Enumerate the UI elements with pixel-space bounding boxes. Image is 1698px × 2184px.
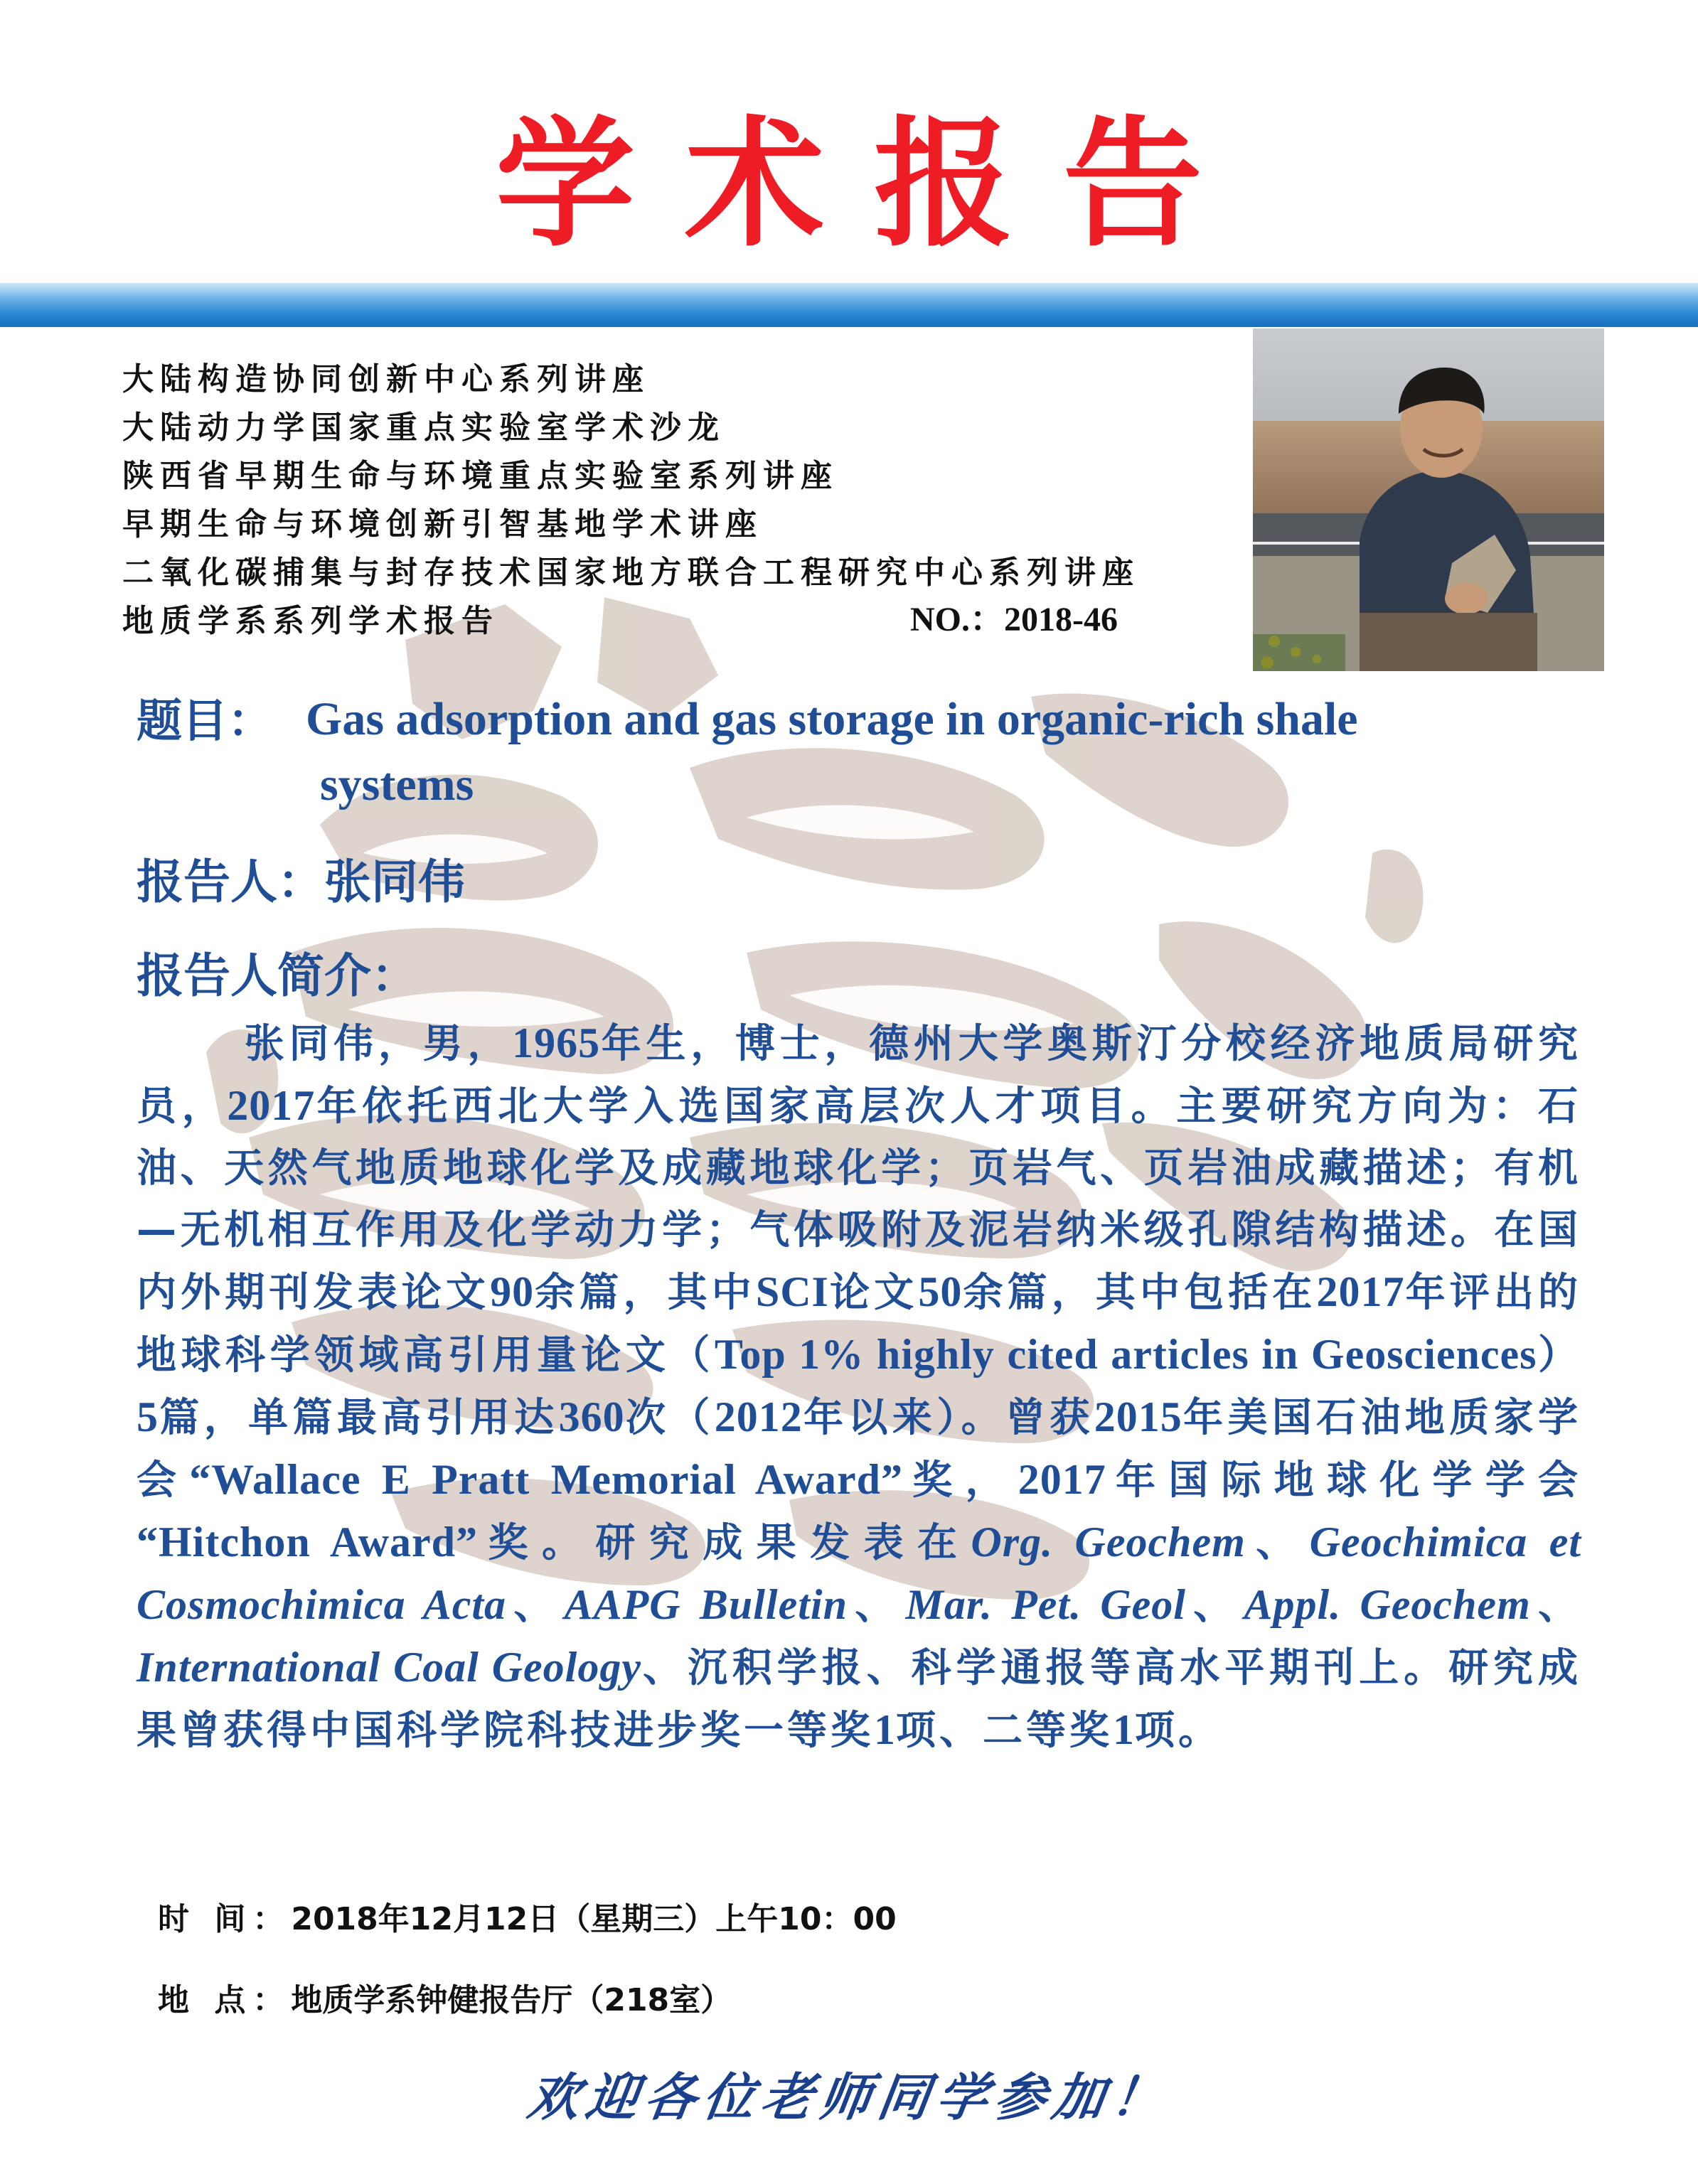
bio-separator: 、 <box>1185 1583 1244 1629</box>
bio-text: 2017 <box>227 1082 316 1129</box>
bio-text: 次（ <box>624 1395 715 1441</box>
bio-text: 2015 <box>1094 1393 1182 1440</box>
bio-heading: 报告人简介： <box>137 948 418 1003</box>
bio-text: 余篇，其中包括在 <box>962 1270 1317 1316</box>
bio-text: 论文 <box>828 1270 919 1316</box>
bio-text: 年依托西北大学入选国家高层次人才项目。主要研究方向为：石油、天然气地质地球化学及成藏地球化学；页岩气、页岩油成藏描述；有机—无机相互作用及化学动力学；气体吸附及泥岩纳米级孔隙结构描述。在国内外期刊发表论文 <box>137 1083 1582 1316</box>
topic-label: 题目： <box>137 695 273 748</box>
place-label: 地 点： <box>158 1982 292 2018</box>
event-time <box>158 1897 897 1942</box>
bio-text: 年国际地球化学学会 <box>1106 1457 1582 1504</box>
journal-name: Org. Geochem <box>971 1519 1246 1565</box>
bio-text: “Hitchon Award” <box>137 1519 479 1565</box>
series-line: 大陆构造协同创新中心系列讲座 <box>122 361 650 397</box>
place-value: 地质学系钟健报告厅（218室） <box>291 1982 732 2018</box>
journal-name: Appl. Geochem <box>1244 1581 1531 1628</box>
bio-text: 奖， <box>902 1457 1018 1504</box>
speaker-bio <box>137 1012 1581 1762</box>
bio-text: 项。 <box>1135 1708 1222 1754</box>
event-place <box>158 1978 732 2023</box>
bio-text: 奖。研究成果发表在 <box>478 1520 971 1566</box>
journal-name: Geochimica et Cosmochimica Acta <box>137 1519 1582 1628</box>
journal-name: International Coal Geology <box>137 1644 641 1691</box>
journal-name: AAPG Bulletin <box>564 1581 848 1628</box>
series-line: 大陆动力学国家重点实验室学术沙龙 <box>122 410 725 446</box>
bio-text: 年生，博士，德州大学奥斯汀分校经济地质局研究员， <box>137 1021 1582 1130</box>
topic-title-line-1: Gas adsorption and gas storage in organic-rich shale <box>306 693 1358 745</box>
welcome-message: 欢迎各位老师同学参加！ <box>524 2067 1174 2127</box>
bio-text: 年美国石油地质家学会 <box>137 1395 1582 1504</box>
series-line: 地质学系系列学术报告 <box>122 603 499 639</box>
bio-text: SCI <box>755 1268 829 1315</box>
bio-text: 年评出的地球科学领域高引用量论文（ <box>137 1270 1582 1379</box>
speaker-name: 报告人：张同伟 <box>137 855 465 909</box>
bio-text: 余篇，其中 <box>534 1270 756 1316</box>
bio-text: 90 <box>490 1268 535 1315</box>
bio-text: 篇，单篇最高引用达 <box>159 1395 559 1441</box>
bio-text: 项、二等奖 <box>896 1708 1113 1754</box>
bio-text: 1 <box>874 1706 896 1753</box>
report-number: NO.：2018-46 <box>910 601 1118 638</box>
topic-title <box>306 687 1600 818</box>
bio-text: 张同伟，男， <box>243 1021 513 1067</box>
bio-text: Top 1% highly cited articles in Geosciences <box>714 1331 1537 1378</box>
bio-separator: 、 <box>847 1583 906 1629</box>
topic-title-line-2: systems <box>320 759 474 810</box>
time-value: 2018年12月12日（星期三）上午10：00 <box>291 1901 897 1937</box>
bio-text: 1965 <box>512 1019 601 1066</box>
bio-text: 50 <box>918 1268 963 1315</box>
series-line: 二氧化碳捕集与封存技术国家地方联合工程研究中心系列讲座 <box>122 555 1140 591</box>
series-line: 早期生命与环境创新引智基地学术讲座 <box>122 506 763 542</box>
bio-text: 2012 <box>714 1393 803 1440</box>
bio-text: 年以来）。曾获 <box>802 1395 1094 1441</box>
bio-text: 360 <box>558 1393 625 1440</box>
bio-text: 、沉积学报、科学通报等高水平期刊上。研究成果曾获得中国科学院科技进步奖一等奖 <box>137 1645 1581 1754</box>
bio-text: “Wallace E Pratt Memorial Award” <box>189 1456 903 1503</box>
bio-separator: 、 <box>1245 1520 1310 1566</box>
bio-text: 1 <box>1113 1706 1135 1753</box>
series-line: 陕西省早期生命与环境重点实验室系列讲座 <box>122 458 838 494</box>
journal-name: Mar. Pet. Geol <box>905 1581 1186 1628</box>
bio-text: 5 <box>137 1393 159 1440</box>
page-title: 学术报告 <box>495 104 1252 266</box>
bio-separator: 、 <box>1530 1583 1581 1629</box>
time-label: 时 间： <box>158 1901 292 1937</box>
header-band <box>0 283 1698 327</box>
speaker-photo <box>1253 328 1604 671</box>
bio-separator: 、 <box>506 1583 565 1629</box>
bio-text: 2017 <box>1018 1456 1106 1503</box>
bio-text: 2017 <box>1316 1268 1405 1315</box>
bio-text: ） <box>1537 1332 1582 1379</box>
